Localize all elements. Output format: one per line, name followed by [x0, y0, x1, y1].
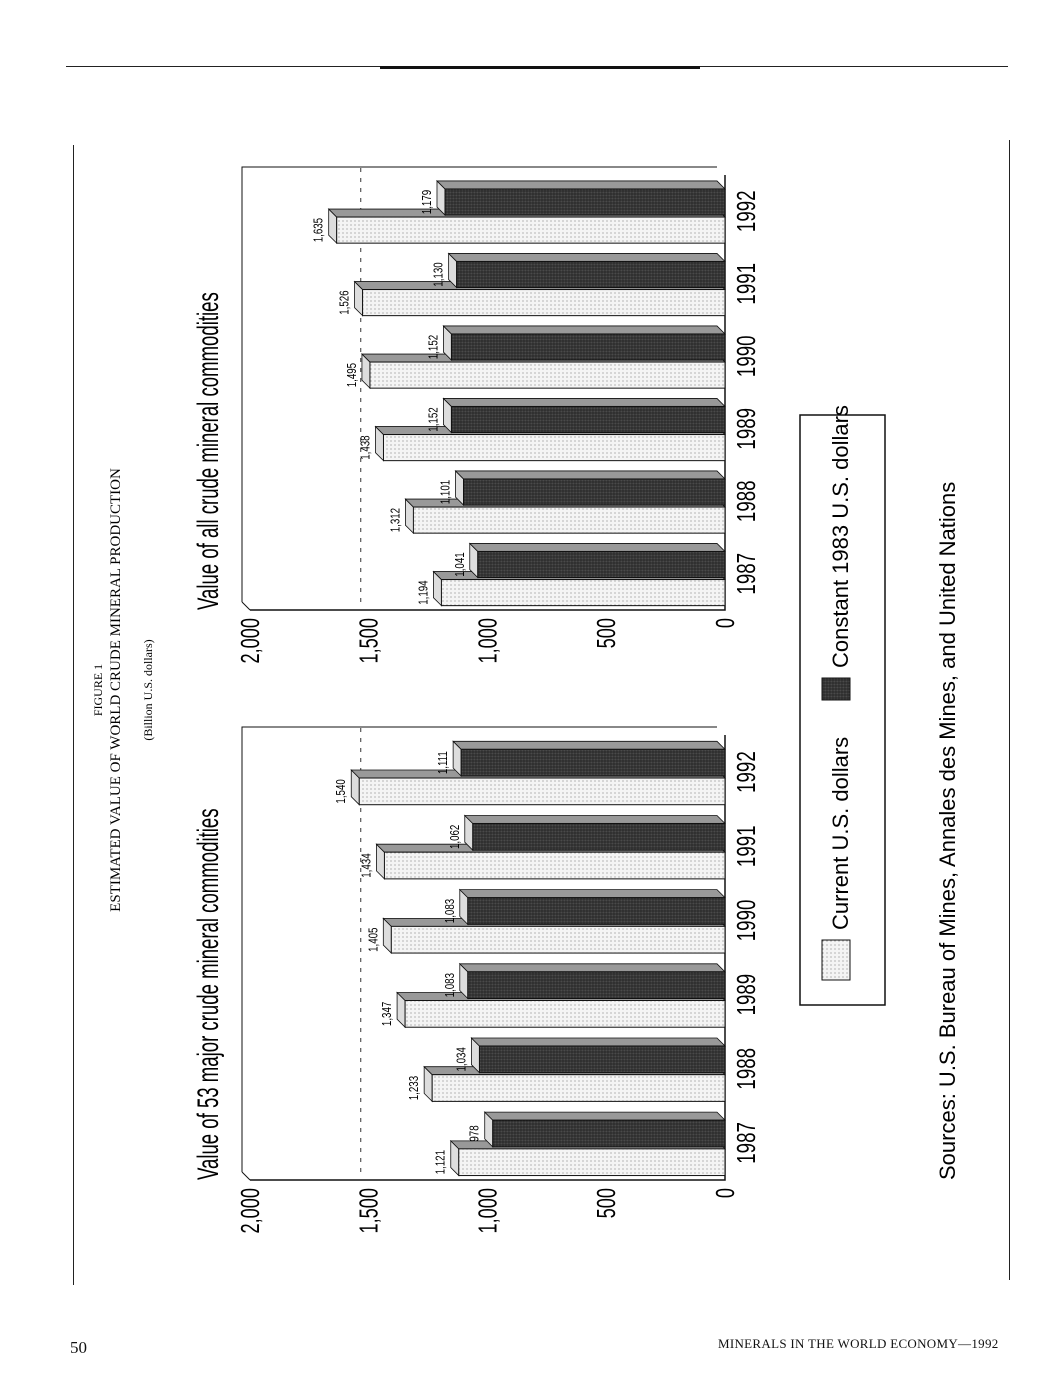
- legend-label-constant: Constant 1983 U.S. dollars: [828, 405, 853, 668]
- x-tick-label: 1988: [730, 480, 761, 523]
- bar-constant-side: [465, 815, 725, 823]
- bar-constant: [468, 898, 725, 925]
- bar-current: [405, 1001, 725, 1028]
- bar-current: [459, 1149, 725, 1176]
- x-tick-label: 1988: [730, 1047, 761, 1090]
- bar-constant-side: [485, 1112, 725, 1120]
- data-label-constant: 1,179: [420, 189, 435, 215]
- page-number: 50: [70, 1338, 87, 1357]
- bar-current: [370, 362, 725, 388]
- x-tick-label: 1987: [730, 1122, 761, 1164]
- data-label-current: 1,121: [434, 1150, 449, 1175]
- bar-constant-side: [471, 1038, 725, 1046]
- data-label-constant: 978: [468, 1125, 483, 1142]
- bar-current: [337, 217, 725, 243]
- x-tick-label: 1990: [730, 899, 761, 942]
- figure-subtitle: (Billion U.S. dollars): [141, 639, 155, 741]
- bar-constant-side: [437, 181, 725, 189]
- x-tick-label: 1987: [730, 552, 761, 595]
- bar-constant: [473, 823, 725, 850]
- data-label-constant: 1,111: [436, 751, 451, 775]
- chart-all-commodities: [192, 167, 761, 664]
- y-tick-label: 2,000: [235, 1188, 265, 1234]
- x-tick-label: 1991: [730, 825, 761, 868]
- data-label-current: 1,347: [380, 1001, 395, 1027]
- y-tick-label: 1,500: [354, 618, 384, 664]
- bar-constant-side: [460, 964, 725, 972]
- x-tick-label: 1991: [730, 262, 761, 305]
- bar-current: [432, 1075, 725, 1102]
- sources-note: Sources: U.S. Bureau of Mines, Annales des Mines, and United Nations: [935, 481, 960, 1180]
- chart-53-major: [192, 727, 761, 1234]
- legend-swatch-current: [822, 940, 850, 980]
- data-label-constant: 1,062: [448, 824, 463, 850]
- figure-label: FIGURE 1: [91, 663, 105, 717]
- y-tick-label: 0: [710, 1188, 740, 1199]
- data-label-constant: 1,083: [443, 898, 458, 924]
- bar-constant-side: [470, 543, 725, 551]
- data-label-current: 1,495: [345, 362, 360, 388]
- bar-constant-side: [456, 471, 725, 479]
- legend: [800, 405, 885, 1005]
- bar-constant: [479, 1046, 725, 1073]
- bar-constant-side: [443, 326, 725, 334]
- bar-constant-side: [449, 253, 725, 261]
- wall-edge: [242, 1172, 250, 1180]
- data-label-constant: 1,041: [453, 552, 468, 577]
- bar-constant: [468, 972, 725, 999]
- chart-title: Value of 53 major crude mineral commodities: [191, 808, 226, 1180]
- data-label-constant: 1,101: [439, 479, 453, 505]
- bar-current: [359, 778, 725, 805]
- figure-svg: [70, 130, 1010, 1290]
- figure-title: ESTIMATED VALUE OF WORLD CRUDE MINERAL PRODUCTION: [108, 468, 124, 912]
- legend-label-current: Current U.S. dollars: [828, 736, 853, 930]
- x-tick-label: 1990: [730, 335, 761, 378]
- bar-current: [441, 580, 725, 606]
- y-tick-label: 500: [592, 1188, 622, 1219]
- y-tick-label: 2,000: [235, 618, 265, 664]
- data-label-current: 1,434: [360, 853, 374, 878]
- bar-constant: [478, 551, 725, 577]
- bar-constant: [451, 406, 725, 432]
- y-tick-label: 1,000: [473, 618, 503, 664]
- data-label-constant: 1,152: [427, 407, 441, 432]
- bar-current: [384, 852, 725, 879]
- data-label-current: 1,233: [407, 1075, 422, 1101]
- legend-swatch-constant: [822, 678, 850, 700]
- bar-constant-side: [460, 890, 725, 898]
- bar-constant: [457, 261, 725, 287]
- bar-current: [413, 507, 725, 533]
- x-tick-label: 1992: [730, 751, 761, 793]
- y-tick-label: 0: [710, 618, 740, 629]
- bar-current: [391, 926, 725, 953]
- x-tick-label: 1989: [730, 973, 761, 1016]
- y-tick-label: 500: [592, 618, 622, 649]
- running-title: MINERALS IN THE WORLD ECONOMY—1992: [718, 1336, 999, 1351]
- data-label-constant: 1,083: [443, 972, 458, 998]
- y-tick-label: 1,500: [354, 1188, 384, 1234]
- bar-constant: [451, 334, 725, 360]
- top-rule-accent: [380, 66, 700, 69]
- data-label-current: 1,194: [417, 580, 431, 605]
- x-tick-label: 1992: [730, 190, 761, 233]
- bar-constant: [461, 749, 725, 776]
- chart-title: Value of all crude mineral commodities: [191, 292, 226, 611]
- bar-current: [383, 435, 725, 461]
- data-label-current: 1,438: [359, 435, 373, 460]
- data-label-constant: 1,152: [427, 334, 441, 360]
- y-tick-label: 1,000: [473, 1188, 503, 1234]
- bar-constant: [464, 479, 725, 505]
- data-label-constant: 1,130: [432, 262, 447, 287]
- bar-constant-side: [453, 741, 725, 749]
- data-label-current: 1,312: [389, 507, 403, 533]
- data-label-current: 1,405: [367, 927, 381, 952]
- bar-constant: [493, 1120, 725, 1147]
- wall-edge: [242, 602, 250, 610]
- bar-constant-side: [443, 398, 725, 406]
- data-label-current: 1,635: [312, 217, 327, 243]
- bar-constant: [445, 189, 725, 215]
- rotated-figure: [70, 130, 1010, 1290]
- x-tick-label: 1989: [730, 407, 761, 450]
- data-label-constant: 1,034: [455, 1047, 469, 1072]
- data-label-current: 1,540: [335, 779, 349, 804]
- bar-current: [363, 290, 725, 316]
- data-label-current: 1,526: [338, 290, 352, 315]
